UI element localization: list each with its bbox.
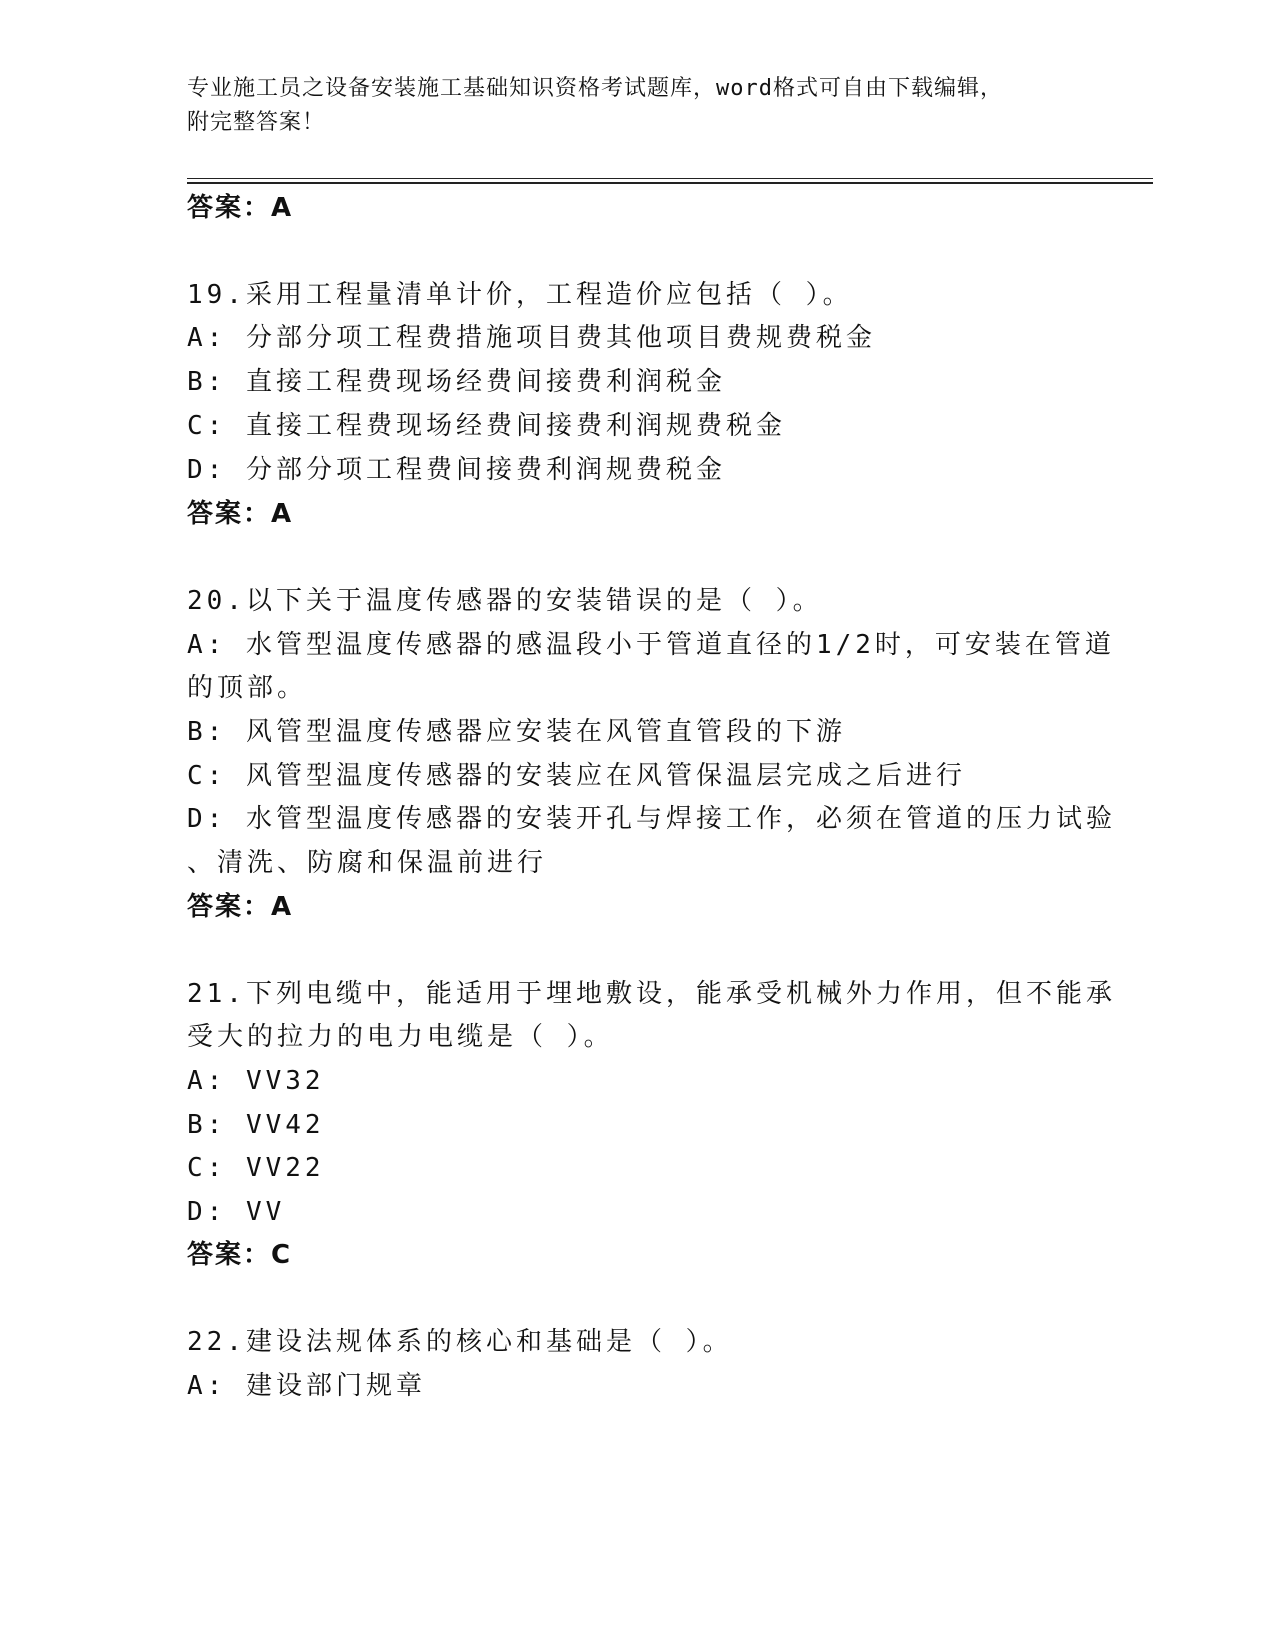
q21-option-b: B: VV42 — [187, 1110, 325, 1140]
q20-option-c: C: 风管型温度传感器的安装应在风管保温层完成之后进行 — [187, 761, 966, 791]
q20-option-a-line-1: A: 水管型温度传感器的感温段小于管道直径的1/2时，可安装在管道 — [187, 630, 1115, 660]
q20-option-d-line-1: D: 水管型温度传感器的安装开孔与焊接工作，必须在管道的压力试验 — [187, 804, 1116, 834]
q19-option-a: A: 分部分项工程费措施项目费其他项目费规费税金 — [187, 323, 876, 353]
answer-q21: 答案：C — [187, 1240, 293, 1270]
question-20: 20.以下关于温度传感器的安装错误的是（ ）。 — [187, 586, 823, 616]
q20-option-a-line-2: 的顶部。 — [187, 673, 308, 703]
q21-option-a: A: VV32 — [187, 1066, 325, 1096]
q19-option-b: B: 直接工程费现场经费间接费利润税金 — [187, 367, 726, 397]
header-divider-thin — [187, 178, 1153, 179]
q22-option-a: A: 建设部门规章 — [187, 1371, 426, 1401]
question-21-line-2: 受大的拉力的电力电缆是（ ）。 — [187, 1022, 614, 1052]
answer-q20: 答案：A — [187, 892, 294, 922]
q21-option-d: D: VV — [187, 1197, 286, 1227]
question-22: 22.建设法规体系的核心和基础是（ ）。 — [187, 1327, 733, 1357]
answer-q19: 答案：A — [187, 499, 294, 529]
header-line-1: 专业施工员之设备安装施工基础知识资格考试题库，word格式可自由下载编辑， — [187, 76, 1003, 101]
q20-option-b: B: 风管型温度传感器应安装在风管直管段的下游 — [187, 717, 846, 747]
q19-option-d: D: 分部分项工程费间接费利润规费税金 — [187, 455, 726, 485]
q20-option-d-line-2: 、清洗、防腐和保温前进行 — [187, 848, 548, 878]
q21-option-c: C: VV22 — [187, 1153, 325, 1183]
question-21-line-1: 21.下列电缆中，能适用于埋地敷设，能承受机械外力作用，但不能承 — [187, 979, 1116, 1009]
document-header — [187, 72, 1087, 140]
answer-q18: 答案：A — [187, 193, 294, 223]
q19-option-c: C: 直接工程费现场经费间接费利润规费税金 — [187, 411, 786, 441]
question-19: 19.采用工程量清单计价，工程造价应包括（ ）。 — [187, 280, 853, 310]
header-divider-thick — [187, 182, 1153, 184]
header-line-2: 附完整答案！ — [187, 110, 326, 135]
